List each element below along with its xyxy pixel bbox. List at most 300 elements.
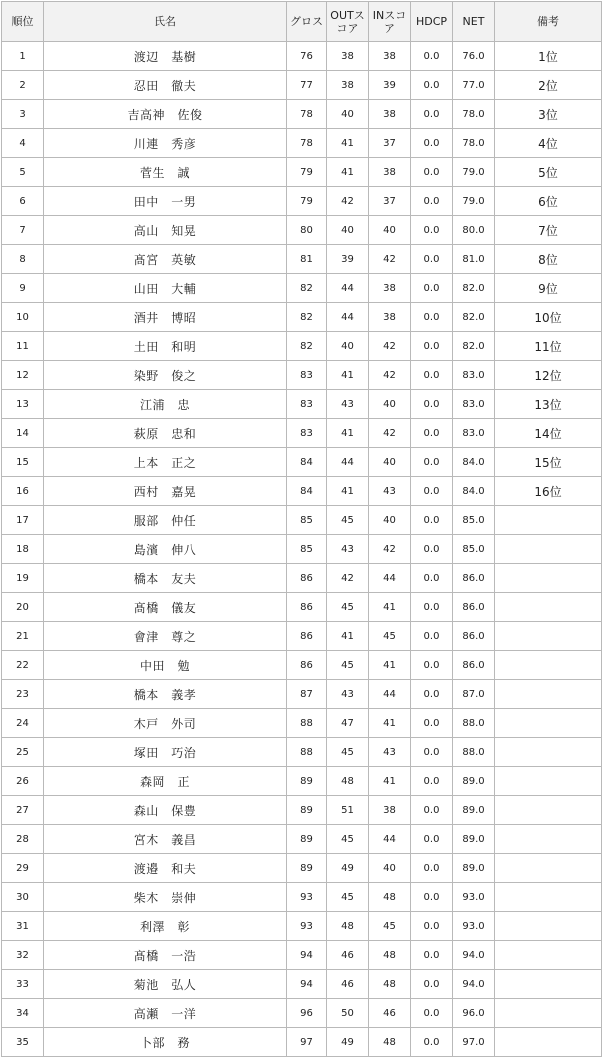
hdcp-cell: 0.0 (411, 477, 453, 506)
name-cell: 酒井 博昭 (44, 303, 287, 332)
out-score-cell: 41 (327, 361, 369, 390)
net-cell: 78.0 (453, 129, 495, 158)
rank-cell: 28 (2, 825, 44, 854)
rank-cell: 22 (2, 651, 44, 680)
gross-cell: 94 (287, 970, 327, 999)
hdcp-cell: 0.0 (411, 187, 453, 216)
out-score-cell: 38 (327, 42, 369, 71)
out-score-cell: 41 (327, 129, 369, 158)
hdcp-cell: 0.0 (411, 303, 453, 332)
remarks-cell (495, 912, 602, 941)
table-row (2, 303, 602, 332)
remarks-cell (495, 883, 602, 912)
hdcp-cell: 0.0 (411, 1028, 453, 1057)
remarks-cell: 15位 (495, 448, 602, 477)
out-score-cell: 41 (327, 158, 369, 187)
remarks-cell: 6位 (495, 187, 602, 216)
rank-cell: 25 (2, 738, 44, 767)
in-score-cell: 38 (369, 158, 411, 187)
table-row (2, 622, 602, 651)
rank-cell: 34 (2, 999, 44, 1028)
rank-cell: 27 (2, 796, 44, 825)
out-score-cell: 45 (327, 825, 369, 854)
rank-cell: 29 (2, 854, 44, 883)
rank-cell: 18 (2, 535, 44, 564)
hdcp-cell: 0.0 (411, 390, 453, 419)
remarks-cell (495, 1028, 602, 1057)
header-gross: グロス (287, 2, 327, 42)
rank-cell: 5 (2, 158, 44, 187)
hdcp-cell: 0.0 (411, 535, 453, 564)
in-score-cell: 44 (369, 680, 411, 709)
remarks-cell (495, 535, 602, 564)
rank-cell: 21 (2, 622, 44, 651)
name-cell: 橋本 友夫 (44, 564, 287, 593)
in-score-cell: 44 (369, 825, 411, 854)
in-score-cell: 40 (369, 506, 411, 535)
remarks-cell: 4位 (495, 129, 602, 158)
hdcp-cell: 0.0 (411, 709, 453, 738)
out-score-cell: 48 (327, 912, 369, 941)
gross-cell: 83 (287, 390, 327, 419)
out-score-cell: 49 (327, 1028, 369, 1057)
hdcp-cell: 0.0 (411, 129, 453, 158)
name-cell: 髙宮 英敏 (44, 245, 287, 274)
table-row (2, 651, 602, 680)
gross-cell: 86 (287, 622, 327, 651)
header-in-score: INスコア (369, 2, 411, 42)
table-row (2, 796, 602, 825)
gross-cell: 86 (287, 651, 327, 680)
name-cell: 菊池 弘人 (44, 970, 287, 999)
out-score-cell: 45 (327, 593, 369, 622)
rank-cell: 3 (2, 100, 44, 129)
in-score-cell: 37 (369, 187, 411, 216)
gross-cell: 85 (287, 535, 327, 564)
in-score-cell: 41 (369, 767, 411, 796)
in-score-cell: 44 (369, 564, 411, 593)
table-row (2, 912, 602, 941)
out-score-cell: 45 (327, 738, 369, 767)
table-row (2, 535, 602, 564)
name-cell: 渡邉 和夫 (44, 854, 287, 883)
in-score-cell: 40 (369, 216, 411, 245)
hdcp-cell: 0.0 (411, 593, 453, 622)
net-cell: 93.0 (453, 912, 495, 941)
gross-cell: 89 (287, 854, 327, 883)
gross-cell: 79 (287, 187, 327, 216)
table-row (2, 970, 602, 999)
hdcp-cell: 0.0 (411, 970, 453, 999)
remarks-cell: 14位 (495, 419, 602, 448)
in-score-cell: 40 (369, 448, 411, 477)
gross-cell: 88 (287, 709, 327, 738)
hdcp-cell: 0.0 (411, 361, 453, 390)
hdcp-cell: 0.0 (411, 216, 453, 245)
table-row (2, 419, 602, 448)
in-score-cell: 41 (369, 709, 411, 738)
hdcp-cell: 0.0 (411, 651, 453, 680)
header-name: 氏名 (44, 2, 287, 42)
hdcp-cell: 0.0 (411, 158, 453, 187)
name-cell: 會津 尊之 (44, 622, 287, 651)
in-score-cell: 38 (369, 100, 411, 129)
rank-cell: 10 (2, 303, 44, 332)
out-score-cell: 42 (327, 564, 369, 593)
net-cell: 84.0 (453, 448, 495, 477)
remarks-cell: 7位 (495, 216, 602, 245)
net-cell: 76.0 (453, 42, 495, 71)
gross-cell: 93 (287, 912, 327, 941)
table-row (2, 42, 602, 71)
remarks-cell: 9位 (495, 274, 602, 303)
out-score-cell: 42 (327, 187, 369, 216)
net-cell: 86.0 (453, 564, 495, 593)
name-cell: 江浦 忠 (44, 390, 287, 419)
name-cell: 萩原 忠和 (44, 419, 287, 448)
hdcp-cell: 0.0 (411, 854, 453, 883)
name-cell: 渡辺 基樹 (44, 42, 287, 71)
net-cell: 82.0 (453, 332, 495, 361)
net-cell: 89.0 (453, 854, 495, 883)
name-cell: 島濱 伸八 (44, 535, 287, 564)
out-score-cell: 46 (327, 970, 369, 999)
remarks-cell (495, 651, 602, 680)
net-cell: 96.0 (453, 999, 495, 1028)
in-score-cell: 40 (369, 390, 411, 419)
hdcp-cell: 0.0 (411, 42, 453, 71)
remarks-cell: 2位 (495, 71, 602, 100)
hdcp-cell: 0.0 (411, 796, 453, 825)
remarks-cell: 12位 (495, 361, 602, 390)
gross-cell: 96 (287, 999, 327, 1028)
out-score-cell: 45 (327, 651, 369, 680)
table-row (2, 738, 602, 767)
rank-cell: 24 (2, 709, 44, 738)
net-cell: 86.0 (453, 593, 495, 622)
out-score-cell: 43 (327, 390, 369, 419)
table-row (2, 158, 602, 187)
name-cell: 木戸 外司 (44, 709, 287, 738)
name-cell: 吉高神 佐俊 (44, 100, 287, 129)
in-score-cell: 48 (369, 1028, 411, 1057)
rank-cell: 14 (2, 419, 44, 448)
table-row (2, 593, 602, 622)
in-score-cell: 45 (369, 912, 411, 941)
gross-cell: 97 (287, 1028, 327, 1057)
hdcp-cell: 0.0 (411, 767, 453, 796)
table-row (2, 71, 602, 100)
header-row (2, 2, 602, 42)
remarks-cell: 16位 (495, 477, 602, 506)
table-row (2, 216, 602, 245)
net-cell: 89.0 (453, 796, 495, 825)
net-cell: 93.0 (453, 883, 495, 912)
out-score-cell: 38 (327, 71, 369, 100)
header-out-score: OUTスコア (327, 2, 369, 42)
name-cell: 利澤 彰 (44, 912, 287, 941)
in-score-cell: 42 (369, 332, 411, 361)
in-score-cell: 48 (369, 883, 411, 912)
results-table (1, 1, 602, 1057)
out-score-cell: 49 (327, 854, 369, 883)
in-score-cell: 42 (369, 535, 411, 564)
out-score-cell: 51 (327, 796, 369, 825)
net-cell: 77.0 (453, 71, 495, 100)
rank-cell: 8 (2, 245, 44, 274)
remarks-cell (495, 738, 602, 767)
name-cell: 服部 仲任 (44, 506, 287, 535)
gross-cell: 82 (287, 303, 327, 332)
rank-cell: 23 (2, 680, 44, 709)
name-cell: 忍田 徹夫 (44, 71, 287, 100)
net-cell: 82.0 (453, 274, 495, 303)
out-score-cell: 43 (327, 680, 369, 709)
out-score-cell: 39 (327, 245, 369, 274)
remarks-cell: 10位 (495, 303, 602, 332)
table-row (2, 680, 602, 709)
hdcp-cell: 0.0 (411, 448, 453, 477)
in-score-cell: 42 (369, 419, 411, 448)
net-cell: 97.0 (453, 1028, 495, 1057)
table-row (2, 361, 602, 390)
remarks-cell: 1位 (495, 42, 602, 71)
table-row (2, 941, 602, 970)
out-score-cell: 41 (327, 622, 369, 651)
name-cell: 高瀬 一洋 (44, 999, 287, 1028)
in-score-cell: 48 (369, 970, 411, 999)
table-row (2, 477, 602, 506)
net-cell: 84.0 (453, 477, 495, 506)
out-score-cell: 50 (327, 999, 369, 1028)
table-row (2, 390, 602, 419)
name-cell: 菅生 誠 (44, 158, 287, 187)
rank-cell: 32 (2, 941, 44, 970)
header-net: NET (453, 2, 495, 42)
rank-cell: 15 (2, 448, 44, 477)
net-cell: 78.0 (453, 100, 495, 129)
gross-cell: 85 (287, 506, 327, 535)
net-cell: 88.0 (453, 738, 495, 767)
table-row (2, 245, 602, 274)
out-score-cell: 48 (327, 767, 369, 796)
out-score-cell: 40 (327, 100, 369, 129)
remarks-cell (495, 622, 602, 651)
gross-cell: 89 (287, 767, 327, 796)
net-cell: 80.0 (453, 216, 495, 245)
rank-cell: 7 (2, 216, 44, 245)
gross-cell: 80 (287, 216, 327, 245)
gross-cell: 78 (287, 129, 327, 158)
rank-cell: 13 (2, 390, 44, 419)
net-cell: 79.0 (453, 187, 495, 216)
net-cell: 81.0 (453, 245, 495, 274)
rank-cell: 4 (2, 129, 44, 158)
in-score-cell: 43 (369, 477, 411, 506)
gross-cell: 84 (287, 477, 327, 506)
in-score-cell: 39 (369, 71, 411, 100)
in-score-cell: 42 (369, 361, 411, 390)
name-cell: 塚田 巧治 (44, 738, 287, 767)
table-row (2, 100, 602, 129)
out-score-cell: 40 (327, 332, 369, 361)
in-score-cell: 48 (369, 941, 411, 970)
out-score-cell: 44 (327, 274, 369, 303)
in-score-cell: 38 (369, 274, 411, 303)
rank-cell: 16 (2, 477, 44, 506)
hdcp-cell: 0.0 (411, 245, 453, 274)
hdcp-cell: 0.0 (411, 738, 453, 767)
table-row (2, 767, 602, 796)
name-cell: 柴木 崇伸 (44, 883, 287, 912)
name-cell: 染野 俊之 (44, 361, 287, 390)
net-cell: 83.0 (453, 419, 495, 448)
table-row (2, 854, 602, 883)
gross-cell: 82 (287, 332, 327, 361)
in-score-cell: 40 (369, 854, 411, 883)
name-cell: 川連 秀彦 (44, 129, 287, 158)
gross-cell: 86 (287, 564, 327, 593)
name-cell: 森山 保豊 (44, 796, 287, 825)
table-row (2, 1028, 602, 1057)
gross-cell: 78 (287, 100, 327, 129)
rank-cell: 20 (2, 593, 44, 622)
hdcp-cell: 0.0 (411, 622, 453, 651)
table-row (2, 564, 602, 593)
table-row (2, 999, 602, 1028)
remarks-cell (495, 680, 602, 709)
table-row (2, 506, 602, 535)
rank-cell: 30 (2, 883, 44, 912)
remarks-cell (495, 767, 602, 796)
rank-cell: 9 (2, 274, 44, 303)
gross-cell: 89 (287, 825, 327, 854)
net-cell: 86.0 (453, 651, 495, 680)
in-score-cell: 38 (369, 42, 411, 71)
gross-cell: 93 (287, 883, 327, 912)
hdcp-cell: 0.0 (411, 274, 453, 303)
remarks-cell (495, 506, 602, 535)
in-score-cell: 37 (369, 129, 411, 158)
hdcp-cell: 0.0 (411, 912, 453, 941)
out-score-cell: 41 (327, 419, 369, 448)
hdcp-cell: 0.0 (411, 941, 453, 970)
rank-cell: 11 (2, 332, 44, 361)
table-row (2, 709, 602, 738)
rank-cell: 19 (2, 564, 44, 593)
out-score-cell: 46 (327, 941, 369, 970)
net-cell: 85.0 (453, 506, 495, 535)
remarks-cell: 8位 (495, 245, 602, 274)
net-cell: 88.0 (453, 709, 495, 738)
net-cell: 85.0 (453, 535, 495, 564)
hdcp-cell: 0.0 (411, 71, 453, 100)
gross-cell: 94 (287, 941, 327, 970)
gross-cell: 86 (287, 593, 327, 622)
in-score-cell: 41 (369, 593, 411, 622)
table-row (2, 825, 602, 854)
hdcp-cell: 0.0 (411, 999, 453, 1028)
net-cell: 83.0 (453, 361, 495, 390)
remarks-cell (495, 999, 602, 1028)
rank-cell: 26 (2, 767, 44, 796)
net-cell: 86.0 (453, 622, 495, 651)
name-cell: 髙橋 一浩 (44, 941, 287, 970)
hdcp-cell: 0.0 (411, 332, 453, 361)
rank-cell: 6 (2, 187, 44, 216)
name-cell: 山田 大輔 (44, 274, 287, 303)
gross-cell: 89 (287, 796, 327, 825)
gross-cell: 84 (287, 448, 327, 477)
results-body (2, 42, 602, 1057)
gross-cell: 83 (287, 419, 327, 448)
remarks-cell: 5位 (495, 158, 602, 187)
out-score-cell: 45 (327, 883, 369, 912)
gross-cell: 76 (287, 42, 327, 71)
remarks-cell (495, 970, 602, 999)
net-cell: 82.0 (453, 303, 495, 332)
out-score-cell: 44 (327, 448, 369, 477)
out-score-cell: 45 (327, 506, 369, 535)
remarks-cell (495, 709, 602, 738)
out-score-cell: 40 (327, 216, 369, 245)
gross-cell: 88 (287, 738, 327, 767)
gross-cell: 82 (287, 274, 327, 303)
out-score-cell: 41 (327, 477, 369, 506)
remarks-cell: 3位 (495, 100, 602, 129)
table-row (2, 129, 602, 158)
net-cell: 87.0 (453, 680, 495, 709)
name-cell: 卜部 務 (44, 1028, 287, 1057)
name-cell: 中田 勉 (44, 651, 287, 680)
rank-cell: 12 (2, 361, 44, 390)
name-cell: 土田 和明 (44, 332, 287, 361)
name-cell: 髙橋 儀友 (44, 593, 287, 622)
remarks-cell (495, 593, 602, 622)
remarks-cell (495, 564, 602, 593)
name-cell: 高山 知晃 (44, 216, 287, 245)
hdcp-cell: 0.0 (411, 680, 453, 709)
in-score-cell: 45 (369, 622, 411, 651)
header-hdcp: HDCP (411, 2, 453, 42)
rank-cell: 17 (2, 506, 44, 535)
hdcp-cell: 0.0 (411, 419, 453, 448)
hdcp-cell: 0.0 (411, 506, 453, 535)
name-cell: 田中 一男 (44, 187, 287, 216)
remarks-cell (495, 941, 602, 970)
in-score-cell: 38 (369, 796, 411, 825)
remarks-cell (495, 825, 602, 854)
name-cell: 森岡 正 (44, 767, 287, 796)
out-score-cell: 47 (327, 709, 369, 738)
gross-cell: 87 (287, 680, 327, 709)
net-cell: 94.0 (453, 941, 495, 970)
rank-cell: 33 (2, 970, 44, 999)
gross-cell: 79 (287, 158, 327, 187)
name-cell: 上本 正之 (44, 448, 287, 477)
table-row (2, 448, 602, 477)
hdcp-cell: 0.0 (411, 825, 453, 854)
name-cell: 宮木 義昌 (44, 825, 287, 854)
net-cell: 89.0 (453, 767, 495, 796)
header-rank: 順位 (2, 2, 44, 42)
rank-cell: 1 (2, 42, 44, 71)
remarks-cell (495, 854, 602, 883)
net-cell: 89.0 (453, 825, 495, 854)
remarks-cell (495, 796, 602, 825)
gross-cell: 77 (287, 71, 327, 100)
table-row (2, 187, 602, 216)
